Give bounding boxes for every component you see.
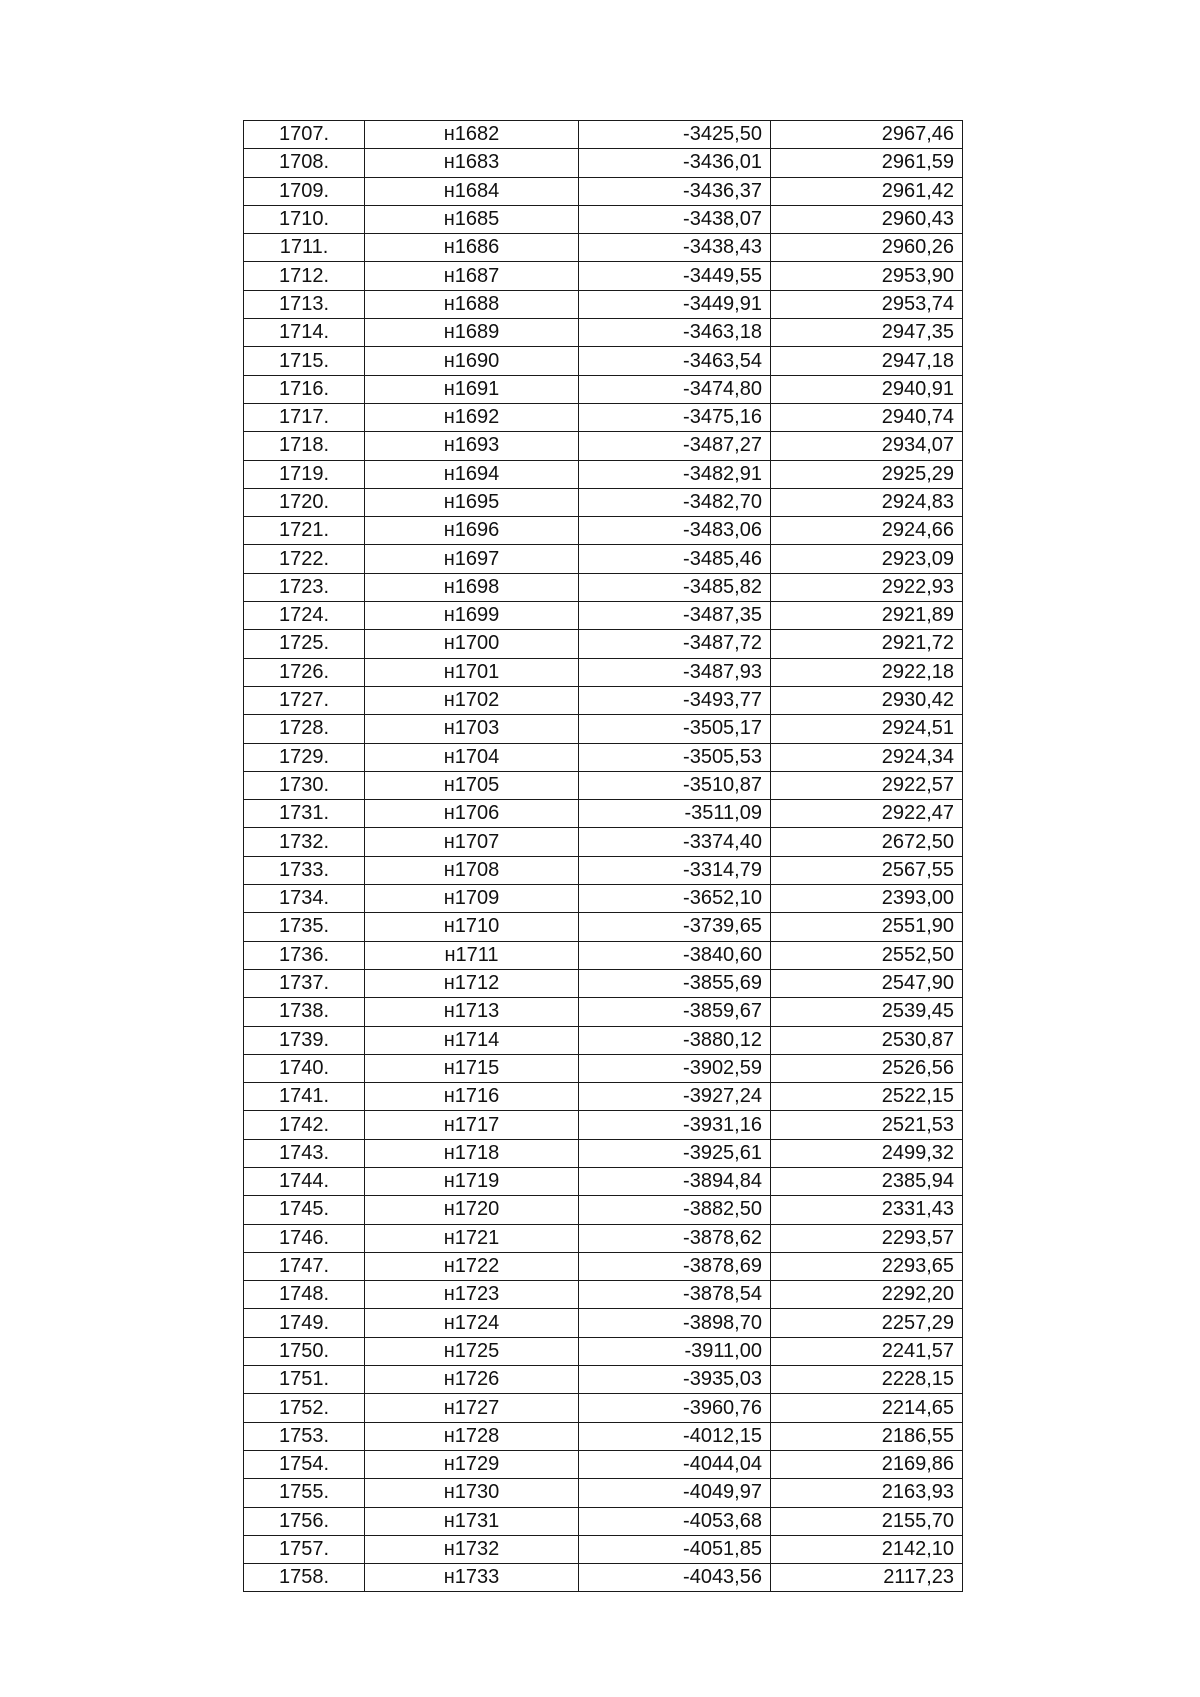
x-coordinate-cell: -3493,77 xyxy=(579,686,771,714)
point-id-cell: н1722 xyxy=(365,1252,579,1280)
x-coordinate-cell: -3894,84 xyxy=(579,1167,771,1195)
x-coordinate-cell: -3449,91 xyxy=(579,290,771,318)
point-id-cell: н1693 xyxy=(365,432,579,460)
point-id-cell: н1715 xyxy=(365,1054,579,1082)
table-row xyxy=(244,1281,963,1309)
y-coordinate-cell: 2922,18 xyxy=(771,658,963,686)
row-number-cell: 1750. xyxy=(244,1337,365,1365)
y-coordinate-cell: 2924,83 xyxy=(771,488,963,516)
coordinates-table xyxy=(243,120,963,1592)
point-id-cell: н1733 xyxy=(365,1564,579,1592)
y-coordinate-cell: 2922,93 xyxy=(771,573,963,601)
row-number-cell: 1713. xyxy=(244,290,365,318)
x-coordinate-cell: -3487,72 xyxy=(579,630,771,658)
table-row xyxy=(244,1026,963,1054)
y-coordinate-cell: 2967,46 xyxy=(771,121,963,149)
table-row xyxy=(244,602,963,630)
table-row xyxy=(244,432,963,460)
row-number-cell: 1724. xyxy=(244,602,365,630)
row-number-cell: 1715. xyxy=(244,347,365,375)
row-number-cell: 1731. xyxy=(244,800,365,828)
table-row xyxy=(244,913,963,941)
table-row xyxy=(244,1309,963,1337)
x-coordinate-cell: -3510,87 xyxy=(579,771,771,799)
y-coordinate-cell: 2924,51 xyxy=(771,715,963,743)
table-row xyxy=(244,1196,963,1224)
x-coordinate-cell: -3485,82 xyxy=(579,573,771,601)
row-number-cell: 1708. xyxy=(244,149,365,177)
x-coordinate-cell: -3878,54 xyxy=(579,1281,771,1309)
y-coordinate-cell: 2922,57 xyxy=(771,771,963,799)
x-coordinate-cell: -3487,35 xyxy=(579,602,771,630)
row-number-cell: 1754. xyxy=(244,1450,365,1478)
x-coordinate-cell: -3436,37 xyxy=(579,177,771,205)
point-id-cell: н1686 xyxy=(365,234,579,262)
point-id-cell: н1703 xyxy=(365,715,579,743)
x-coordinate-cell: -3898,70 xyxy=(579,1309,771,1337)
row-number-cell: 1711. xyxy=(244,234,365,262)
point-id-cell: н1707 xyxy=(365,828,579,856)
table-row xyxy=(244,1422,963,1450)
point-id-cell: н1694 xyxy=(365,460,579,488)
y-coordinate-cell: 2961,42 xyxy=(771,177,963,205)
x-coordinate-cell: -3449,55 xyxy=(579,262,771,290)
x-coordinate-cell: -3880,12 xyxy=(579,1026,771,1054)
table-row xyxy=(244,545,963,573)
x-coordinate-cell: -3463,54 xyxy=(579,347,771,375)
point-id-cell: н1684 xyxy=(365,177,579,205)
row-number-cell: 1718. xyxy=(244,432,365,460)
row-number-cell: 1746. xyxy=(244,1224,365,1252)
x-coordinate-cell: -3425,50 xyxy=(579,121,771,149)
x-coordinate-cell: -3931,16 xyxy=(579,1111,771,1139)
x-coordinate-cell: -3438,07 xyxy=(579,205,771,233)
table-row xyxy=(244,1479,963,1507)
point-id-cell: н1714 xyxy=(365,1026,579,1054)
table-row xyxy=(244,1167,963,1195)
table-row xyxy=(244,262,963,290)
table-row xyxy=(244,488,963,516)
y-coordinate-cell: 2924,66 xyxy=(771,517,963,545)
x-coordinate-cell: -3902,59 xyxy=(579,1054,771,1082)
y-coordinate-cell: 2155,70 xyxy=(771,1507,963,1535)
y-coordinate-cell: 2293,57 xyxy=(771,1224,963,1252)
point-id-cell: н1689 xyxy=(365,319,579,347)
x-coordinate-cell: -3438,43 xyxy=(579,234,771,262)
table-row xyxy=(244,1252,963,1280)
table-row xyxy=(244,375,963,403)
table-row xyxy=(244,1450,963,1478)
x-coordinate-cell: -4053,68 xyxy=(579,1507,771,1535)
y-coordinate-cell: 2552,50 xyxy=(771,941,963,969)
x-coordinate-cell: -3487,27 xyxy=(579,432,771,460)
x-coordinate-cell: -3739,65 xyxy=(579,913,771,941)
point-id-cell: н1700 xyxy=(365,630,579,658)
y-coordinate-cell: 2530,87 xyxy=(771,1026,963,1054)
table-row xyxy=(244,234,963,262)
point-id-cell: н1717 xyxy=(365,1111,579,1139)
y-coordinate-cell: 2947,35 xyxy=(771,319,963,347)
y-coordinate-cell: 2922,47 xyxy=(771,800,963,828)
row-number-cell: 1719. xyxy=(244,460,365,488)
y-coordinate-cell: 2331,43 xyxy=(771,1196,963,1224)
x-coordinate-cell: -3855,69 xyxy=(579,969,771,997)
point-id-cell: н1719 xyxy=(365,1167,579,1195)
table-row xyxy=(244,1535,963,1563)
point-id-cell: н1716 xyxy=(365,1083,579,1111)
x-coordinate-cell: -3911,00 xyxy=(579,1337,771,1365)
table-row xyxy=(244,177,963,205)
y-coordinate-cell: 2292,20 xyxy=(771,1281,963,1309)
table-row xyxy=(244,1224,963,1252)
row-number-cell: 1753. xyxy=(244,1422,365,1450)
x-coordinate-cell: -3463,18 xyxy=(579,319,771,347)
point-id-cell: н1705 xyxy=(365,771,579,799)
table-row xyxy=(244,205,963,233)
table-row xyxy=(244,1139,963,1167)
table-row xyxy=(244,573,963,601)
row-number-cell: 1740. xyxy=(244,1054,365,1082)
y-coordinate-cell: 2672,50 xyxy=(771,828,963,856)
row-number-cell: 1716. xyxy=(244,375,365,403)
y-coordinate-cell: 2923,09 xyxy=(771,545,963,573)
x-coordinate-cell: -4012,15 xyxy=(579,1422,771,1450)
x-coordinate-cell: -3925,61 xyxy=(579,1139,771,1167)
point-id-cell: н1720 xyxy=(365,1196,579,1224)
y-coordinate-cell: 2551,90 xyxy=(771,913,963,941)
y-coordinate-cell: 2953,74 xyxy=(771,290,963,318)
row-number-cell: 1728. xyxy=(244,715,365,743)
point-id-cell: н1727 xyxy=(365,1394,579,1422)
y-coordinate-cell: 2257,29 xyxy=(771,1309,963,1337)
y-coordinate-cell: 2567,55 xyxy=(771,856,963,884)
point-id-cell: н1692 xyxy=(365,403,579,431)
y-coordinate-cell: 2953,90 xyxy=(771,262,963,290)
row-number-cell: 1758. xyxy=(244,1564,365,1592)
y-coordinate-cell: 2393,00 xyxy=(771,885,963,913)
table-row xyxy=(244,686,963,714)
y-coordinate-cell: 2214,65 xyxy=(771,1394,963,1422)
x-coordinate-cell: -3878,69 xyxy=(579,1252,771,1280)
table-row xyxy=(244,856,963,884)
row-number-cell: 1748. xyxy=(244,1281,365,1309)
point-id-cell: н1729 xyxy=(365,1450,579,1478)
row-number-cell: 1720. xyxy=(244,488,365,516)
x-coordinate-cell: -3314,79 xyxy=(579,856,771,884)
row-number-cell: 1734. xyxy=(244,885,365,913)
point-id-cell: н1713 xyxy=(365,998,579,1026)
x-coordinate-cell: -3487,93 xyxy=(579,658,771,686)
row-number-cell: 1730. xyxy=(244,771,365,799)
x-coordinate-cell: -3511,09 xyxy=(579,800,771,828)
x-coordinate-cell: -3859,67 xyxy=(579,998,771,1026)
y-coordinate-cell: 2940,74 xyxy=(771,403,963,431)
y-coordinate-cell: 2947,18 xyxy=(771,347,963,375)
row-number-cell: 1756. xyxy=(244,1507,365,1535)
point-id-cell: н1690 xyxy=(365,347,579,375)
point-id-cell: н1682 xyxy=(365,121,579,149)
table-row xyxy=(244,121,963,149)
row-number-cell: 1749. xyxy=(244,1309,365,1337)
table-row xyxy=(244,630,963,658)
row-number-cell: 1735. xyxy=(244,913,365,941)
point-id-cell: н1726 xyxy=(365,1366,579,1394)
point-id-cell: н1723 xyxy=(365,1281,579,1309)
point-id-cell: н1704 xyxy=(365,743,579,771)
point-id-cell: н1725 xyxy=(365,1337,579,1365)
y-coordinate-cell: 2228,15 xyxy=(771,1366,963,1394)
point-id-cell: н1687 xyxy=(365,262,579,290)
row-number-cell: 1757. xyxy=(244,1535,365,1563)
table-row xyxy=(244,1083,963,1111)
x-coordinate-cell: -3474,80 xyxy=(579,375,771,403)
y-coordinate-cell: 2960,43 xyxy=(771,205,963,233)
table-row xyxy=(244,998,963,1026)
row-number-cell: 1742. xyxy=(244,1111,365,1139)
row-number-cell: 1710. xyxy=(244,205,365,233)
table-row xyxy=(244,403,963,431)
table-row xyxy=(244,1054,963,1082)
x-coordinate-cell: -3840,60 xyxy=(579,941,771,969)
point-id-cell: н1709 xyxy=(365,885,579,913)
point-id-cell: н1691 xyxy=(365,375,579,403)
row-number-cell: 1723. xyxy=(244,573,365,601)
row-number-cell: 1725. xyxy=(244,630,365,658)
y-coordinate-cell: 2940,91 xyxy=(771,375,963,403)
x-coordinate-cell: -4044,04 xyxy=(579,1450,771,1478)
point-id-cell: н1697 xyxy=(365,545,579,573)
row-number-cell: 1727. xyxy=(244,686,365,714)
row-number-cell: 1722. xyxy=(244,545,365,573)
point-id-cell: н1702 xyxy=(365,686,579,714)
y-coordinate-cell: 2960,26 xyxy=(771,234,963,262)
row-number-cell: 1736. xyxy=(244,941,365,969)
table-row xyxy=(244,941,963,969)
y-coordinate-cell: 2921,89 xyxy=(771,602,963,630)
row-number-cell: 1707. xyxy=(244,121,365,149)
point-id-cell: н1698 xyxy=(365,573,579,601)
table-row xyxy=(244,715,963,743)
y-coordinate-cell: 2522,15 xyxy=(771,1083,963,1111)
table-row xyxy=(244,1111,963,1139)
row-number-cell: 1737. xyxy=(244,969,365,997)
row-number-cell: 1744. xyxy=(244,1167,365,1195)
row-number-cell: 1741. xyxy=(244,1083,365,1111)
point-id-cell: н1711 xyxy=(365,941,579,969)
y-coordinate-cell: 2142,10 xyxy=(771,1535,963,1563)
y-coordinate-cell: 2293,65 xyxy=(771,1252,963,1280)
x-coordinate-cell: -3485,46 xyxy=(579,545,771,573)
y-coordinate-cell: 2499,32 xyxy=(771,1139,963,1167)
table-row xyxy=(244,1564,963,1592)
point-id-cell: н1718 xyxy=(365,1139,579,1167)
y-coordinate-cell: 2521,53 xyxy=(771,1111,963,1139)
table-row xyxy=(244,517,963,545)
y-coordinate-cell: 2241,57 xyxy=(771,1337,963,1365)
point-id-cell: н1710 xyxy=(365,913,579,941)
x-coordinate-cell: -3482,91 xyxy=(579,460,771,488)
point-id-cell: н1683 xyxy=(365,149,579,177)
table-row xyxy=(244,347,963,375)
point-id-cell: н1730 xyxy=(365,1479,579,1507)
row-number-cell: 1732. xyxy=(244,828,365,856)
row-number-cell: 1743. xyxy=(244,1139,365,1167)
x-coordinate-cell: -3475,16 xyxy=(579,403,771,431)
x-coordinate-cell: -3927,24 xyxy=(579,1083,771,1111)
row-number-cell: 1721. xyxy=(244,517,365,545)
table-row xyxy=(244,828,963,856)
x-coordinate-cell: -4043,56 xyxy=(579,1564,771,1592)
table-row xyxy=(244,771,963,799)
x-coordinate-cell: -3882,50 xyxy=(579,1196,771,1224)
x-coordinate-cell: -3960,76 xyxy=(579,1394,771,1422)
y-coordinate-cell: 2117,23 xyxy=(771,1564,963,1592)
row-number-cell: 1739. xyxy=(244,1026,365,1054)
y-coordinate-cell: 2961,59 xyxy=(771,149,963,177)
row-number-cell: 1733. xyxy=(244,856,365,884)
point-id-cell: н1731 xyxy=(365,1507,579,1535)
table-row xyxy=(244,658,963,686)
table-row xyxy=(244,1507,963,1535)
y-coordinate-cell: 2163,93 xyxy=(771,1479,963,1507)
table-row xyxy=(244,1337,963,1365)
x-coordinate-cell: -4051,85 xyxy=(579,1535,771,1563)
row-number-cell: 1729. xyxy=(244,743,365,771)
row-number-cell: 1738. xyxy=(244,998,365,1026)
point-id-cell: н1695 xyxy=(365,488,579,516)
x-coordinate-cell: -3505,53 xyxy=(579,743,771,771)
row-number-cell: 1755. xyxy=(244,1479,365,1507)
x-coordinate-cell: -3483,06 xyxy=(579,517,771,545)
row-number-cell: 1726. xyxy=(244,658,365,686)
y-coordinate-cell: 2385,94 xyxy=(771,1167,963,1195)
table-row xyxy=(244,460,963,488)
point-id-cell: н1685 xyxy=(365,205,579,233)
table-row xyxy=(244,885,963,913)
point-id-cell: н1732 xyxy=(365,1535,579,1563)
row-number-cell: 1752. xyxy=(244,1394,365,1422)
point-id-cell: н1708 xyxy=(365,856,579,884)
row-number-cell: 1709. xyxy=(244,177,365,205)
point-id-cell: н1688 xyxy=(365,290,579,318)
row-number-cell: 1751. xyxy=(244,1366,365,1394)
point-id-cell: н1721 xyxy=(365,1224,579,1252)
y-coordinate-cell: 2925,29 xyxy=(771,460,963,488)
table-row xyxy=(244,319,963,347)
x-coordinate-cell: -4049,97 xyxy=(579,1479,771,1507)
table-body xyxy=(244,121,963,1592)
point-id-cell: н1724 xyxy=(365,1309,579,1337)
table-row xyxy=(244,800,963,828)
point-id-cell: н1696 xyxy=(365,517,579,545)
table-row xyxy=(244,1366,963,1394)
row-number-cell: 1714. xyxy=(244,319,365,347)
table-row xyxy=(244,149,963,177)
y-coordinate-cell: 2924,34 xyxy=(771,743,963,771)
point-id-cell: н1701 xyxy=(365,658,579,686)
y-coordinate-cell: 2930,42 xyxy=(771,686,963,714)
table-row xyxy=(244,1394,963,1422)
row-number-cell: 1747. xyxy=(244,1252,365,1280)
y-coordinate-cell: 2186,55 xyxy=(771,1422,963,1450)
y-coordinate-cell: 2934,07 xyxy=(771,432,963,460)
y-coordinate-cell: 2526,56 xyxy=(771,1054,963,1082)
table-row xyxy=(244,290,963,318)
x-coordinate-cell: -3935,03 xyxy=(579,1366,771,1394)
table-row xyxy=(244,969,963,997)
point-id-cell: н1712 xyxy=(365,969,579,997)
x-coordinate-cell: -3482,70 xyxy=(579,488,771,516)
point-id-cell: н1699 xyxy=(365,602,579,630)
row-number-cell: 1717. xyxy=(244,403,365,431)
y-coordinate-cell: 2539,45 xyxy=(771,998,963,1026)
x-coordinate-cell: -3652,10 xyxy=(579,885,771,913)
row-number-cell: 1712. xyxy=(244,262,365,290)
y-coordinate-cell: 2547,90 xyxy=(771,969,963,997)
y-coordinate-cell: 2169,86 xyxy=(771,1450,963,1478)
x-coordinate-cell: -3878,62 xyxy=(579,1224,771,1252)
row-number-cell: 1745. xyxy=(244,1196,365,1224)
x-coordinate-cell: -3436,01 xyxy=(579,149,771,177)
x-coordinate-cell: -3374,40 xyxy=(579,828,771,856)
x-coordinate-cell: -3505,17 xyxy=(579,715,771,743)
point-id-cell: н1728 xyxy=(365,1422,579,1450)
table-row xyxy=(244,743,963,771)
y-coordinate-cell: 2921,72 xyxy=(771,630,963,658)
point-id-cell: н1706 xyxy=(365,800,579,828)
